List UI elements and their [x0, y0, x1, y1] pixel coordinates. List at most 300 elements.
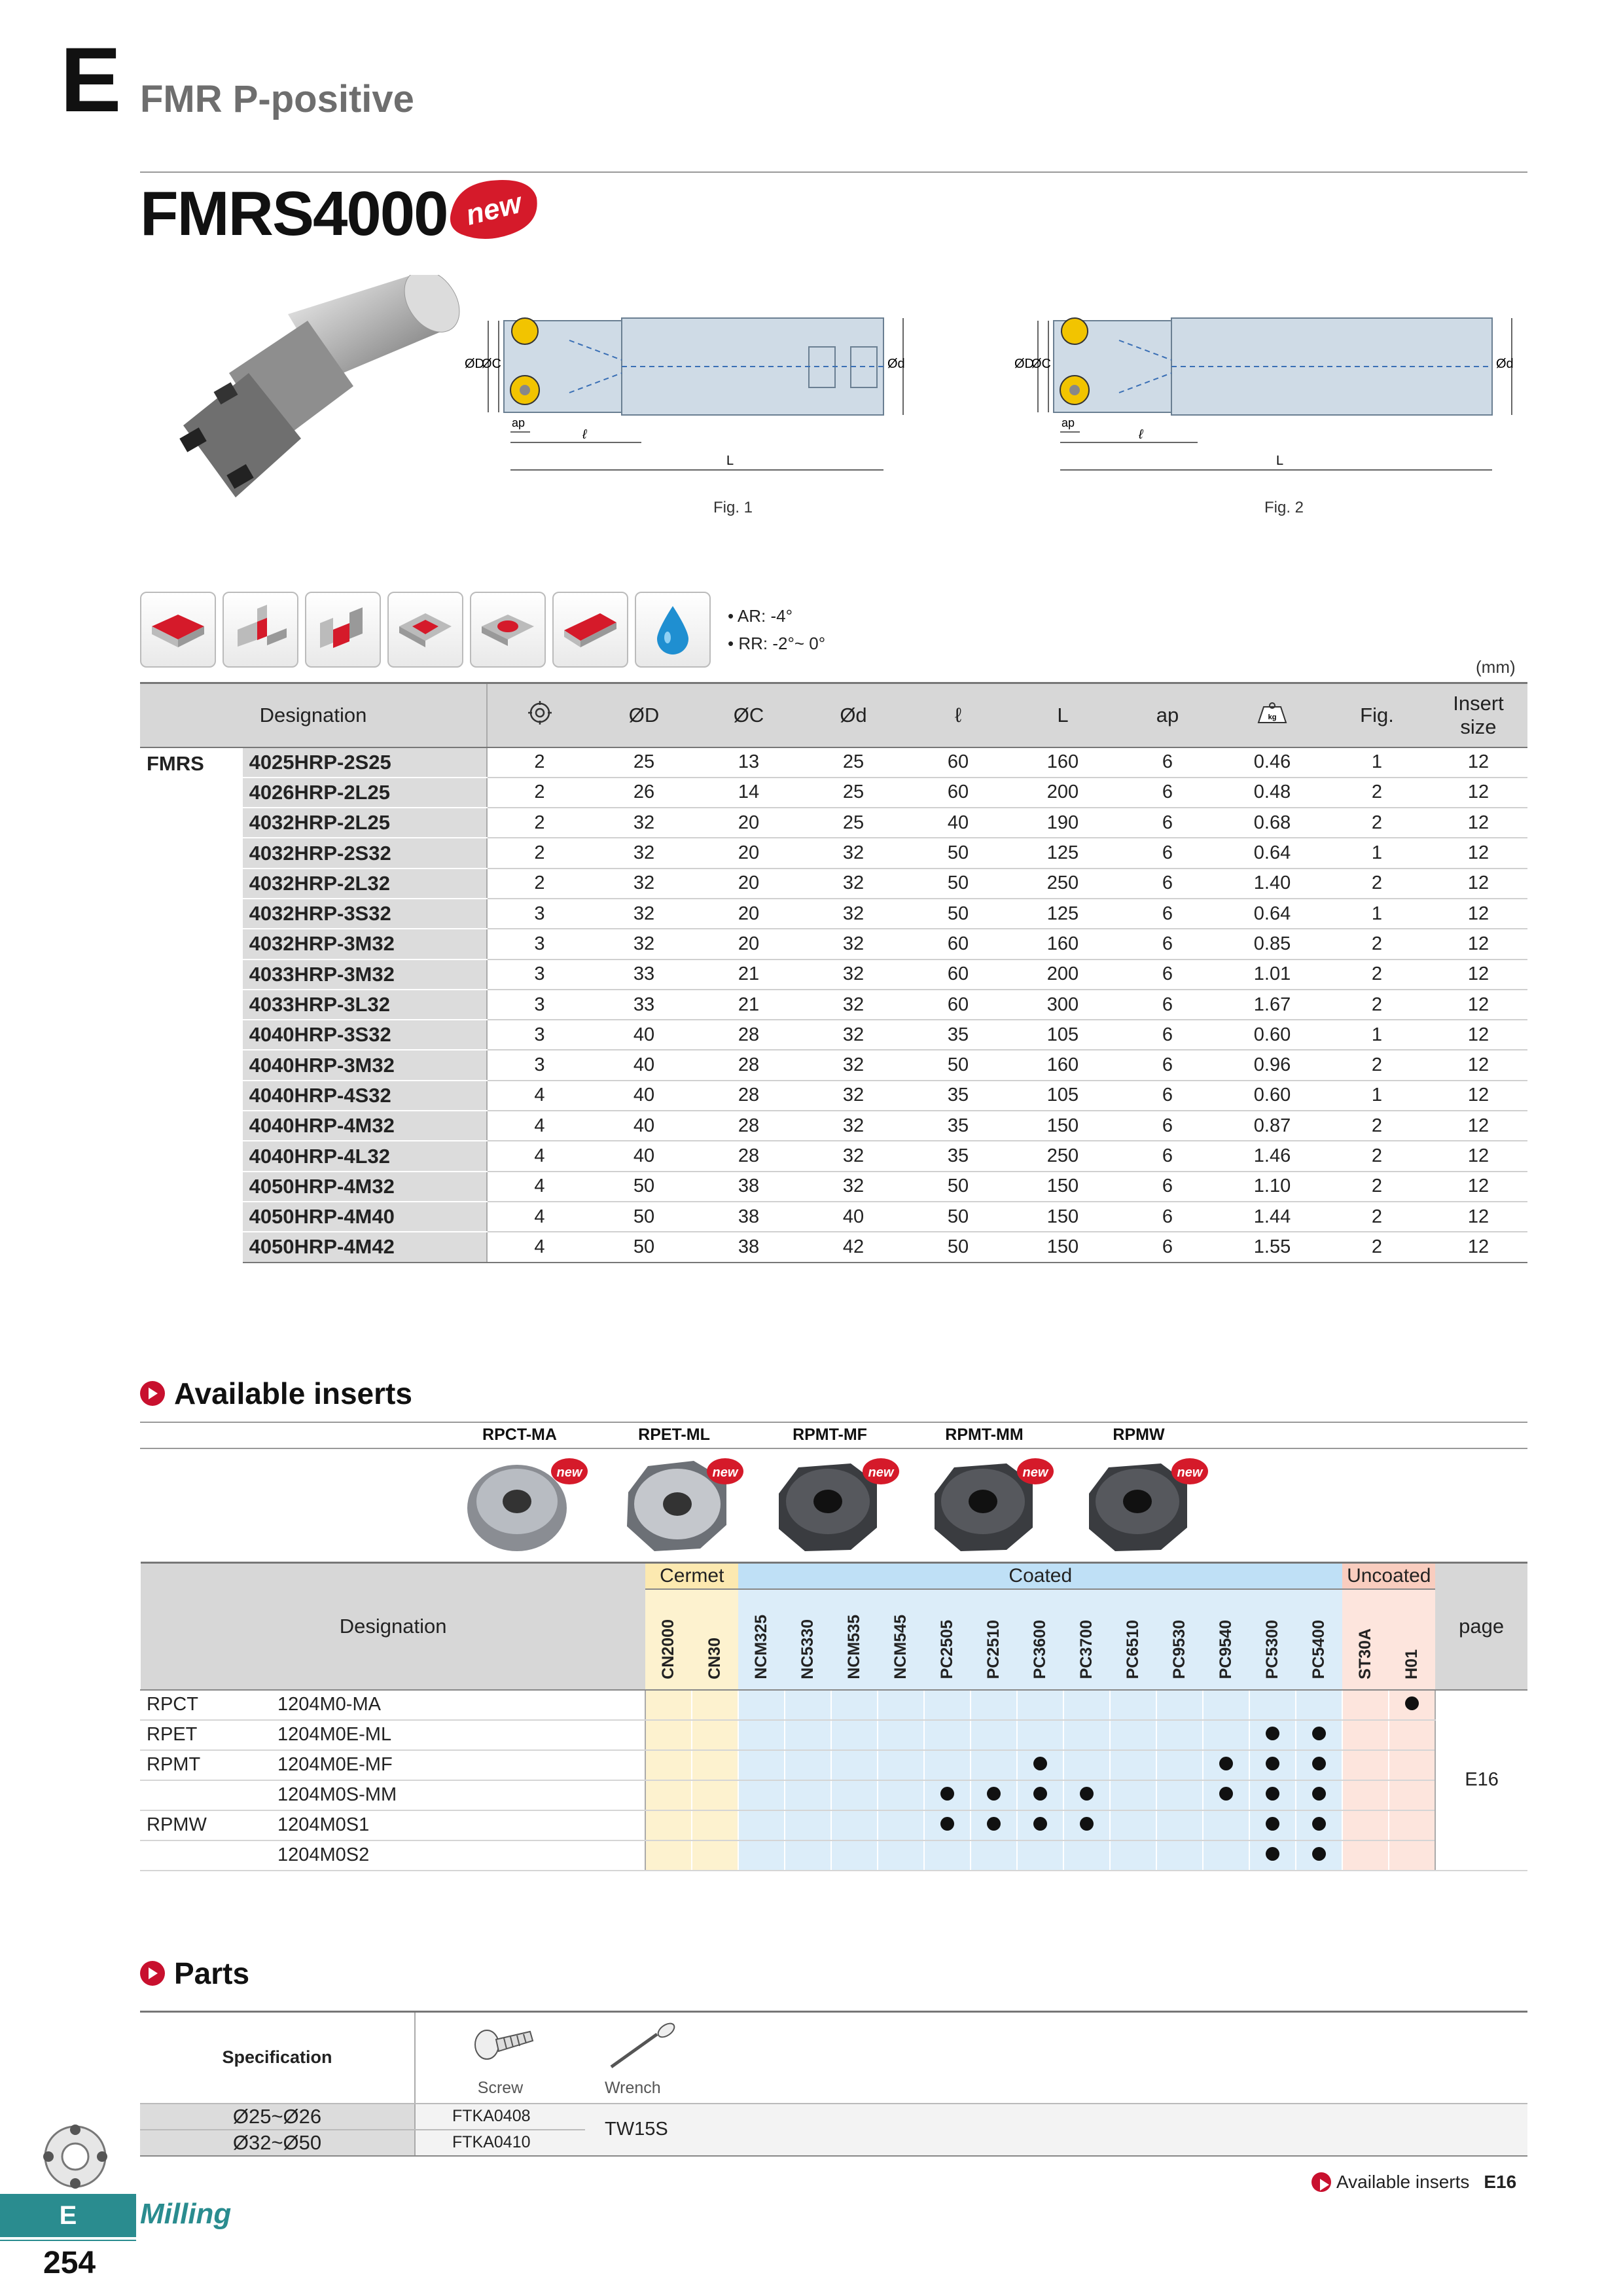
designation-cell: 4050HRP-4M40 — [243, 1202, 487, 1232]
grade-cell — [924, 1780, 971, 1810]
value-cell: 12 — [1429, 1111, 1527, 1141]
insert-name-rpet-ml: RPET-ML — [638, 1426, 710, 1444]
grade-cell — [1063, 1780, 1110, 1810]
wrench-header: Wrench — [585, 2012, 1527, 2104]
grade-cell — [1389, 1720, 1435, 1750]
grade-header: PC5300 — [1249, 1589, 1296, 1690]
value-cell: 20 — [696, 899, 801, 929]
designation-cell: 4026HRP-2L25 — [243, 778, 487, 808]
value-cell: 6 — [1115, 1172, 1220, 1202]
available-dot-icon — [1219, 1757, 1233, 1770]
value-cell: 20 — [696, 929, 801, 959]
value-cell: 6 — [1115, 960, 1220, 990]
grade-cell — [1203, 1720, 1249, 1750]
value-cell: 150 — [1010, 1232, 1115, 1262]
svg-text:new: new — [556, 1465, 582, 1480]
grade-header: CN2000 — [645, 1589, 692, 1690]
grade-cell — [924, 1690, 971, 1720]
grade-cell — [1203, 1690, 1249, 1720]
grade-header: H01 — [1389, 1589, 1435, 1690]
grade-cell — [1203, 1750, 1249, 1780]
insert-series: RPET — [141, 1720, 272, 1750]
designation-cell: 4050HRP-4M32 — [243, 1172, 487, 1202]
grade-cell — [1110, 1720, 1156, 1750]
value-cell: 50 — [592, 1232, 696, 1262]
value-cell: 60 — [906, 747, 1010, 778]
value-cell: 50 — [906, 869, 1010, 899]
value-cell: 3 — [487, 1050, 592, 1080]
cutter-photo — [157, 275, 465, 524]
pocket-milling-icon — [387, 592, 463, 668]
value-cell: 250 — [1010, 1141, 1115, 1171]
value-cell: 50 — [906, 1232, 1010, 1262]
grade-cell — [1063, 1840, 1110, 1871]
svg-text:ØD: ØD — [465, 357, 484, 371]
spec-row — [140, 1202, 1527, 1232]
value-cell: 40 — [906, 808, 1010, 838]
svg-text:new: new — [462, 187, 525, 232]
wrench-value: TW15S — [585, 2104, 1527, 2156]
value-cell: 2 — [1325, 1172, 1429, 1202]
footer-ref-page: E16 — [1484, 2172, 1517, 2192]
insert-code: 1204M0S2 — [272, 1840, 645, 1871]
diameter-C-header: ØC — [696, 683, 801, 747]
value-cell: 1.67 — [1220, 990, 1325, 1020]
value-cell: 40 — [801, 1202, 906, 1232]
value-cell: 60 — [906, 929, 1010, 959]
page-header: page — [1435, 1563, 1527, 1690]
value-cell: 12 — [1429, 1232, 1527, 1262]
rake-angles — [728, 602, 825, 657]
svg-text:ℓ: ℓ — [582, 427, 587, 442]
parts-table — [140, 2011, 1527, 2157]
value-cell: 28 — [696, 1020, 801, 1050]
value-cell: 2 — [1325, 869, 1429, 899]
grade-cell — [738, 1750, 785, 1780]
spec-row-1: Ø25~Ø26 — [140, 2104, 415, 2130]
value-cell: 32 — [801, 1111, 906, 1141]
svg-text:ap: ap — [512, 416, 526, 429]
value-cell: 6 — [1115, 1020, 1220, 1050]
grade-cell — [1296, 1810, 1342, 1840]
value-cell: 1.01 — [1220, 960, 1325, 990]
value-cell: 38 — [696, 1202, 801, 1232]
section-name: Milling — [140, 2198, 232, 2230]
value-cell: 2 — [487, 869, 592, 899]
value-cell: 32 — [801, 899, 906, 929]
value-cell: 40 — [592, 1081, 696, 1111]
uncoated-group-header: Uncoated — [1342, 1563, 1435, 1589]
section-letter: E — [60, 28, 122, 131]
value-cell: 2 — [487, 747, 592, 778]
shank-d-header: Ød — [801, 683, 906, 747]
value-cell: 32 — [801, 960, 906, 990]
grade-cell — [1017, 1690, 1063, 1720]
value-cell: 4 — [487, 1232, 592, 1262]
insert-name-rpmw: RPMW — [1113, 1426, 1165, 1444]
available-dot-icon — [940, 1817, 954, 1831]
grade-cell — [1342, 1810, 1389, 1840]
grade-cell — [1296, 1840, 1342, 1871]
grade-header: ST30A — [1342, 1589, 1389, 1690]
value-cell: 12 — [1429, 747, 1527, 778]
available-dot-icon — [1033, 1757, 1047, 1770]
value-cell: 35 — [906, 1081, 1010, 1111]
value-cell: 125 — [1010, 838, 1115, 868]
value-cell: 32 — [801, 1141, 906, 1171]
available-dot-icon — [987, 1817, 1001, 1831]
value-cell: 200 — [1010, 960, 1115, 990]
spec-row — [140, 1020, 1527, 1050]
spec-row — [140, 838, 1527, 868]
spec-row — [140, 1141, 1527, 1171]
insert-rpet-ml-image — [627, 1458, 743, 1551]
grade-cell — [692, 1810, 738, 1840]
value-cell: 12 — [1429, 990, 1527, 1020]
grade-cell — [785, 1840, 831, 1871]
insert-row — [141, 1810, 1527, 1840]
value-cell: 2 — [487, 778, 592, 808]
wrench-icon — [605, 2021, 683, 2073]
grade-cell — [1017, 1780, 1063, 1810]
weight-header — [1220, 683, 1325, 747]
length-L-header: L — [1010, 683, 1115, 747]
grade-cell — [1110, 1840, 1156, 1871]
insert-row — [141, 1690, 1527, 1720]
grade-cell — [645, 1780, 692, 1810]
value-cell: 21 — [696, 990, 801, 1020]
spec-row-2: Ø32~Ø50 — [140, 2130, 415, 2156]
product-title: FMRS4000 — [140, 179, 448, 249]
value-cell: 0.64 — [1220, 838, 1325, 868]
value-cell: 2 — [1325, 778, 1429, 808]
value-cell: 6 — [1115, 808, 1220, 838]
fig1-label: Fig. 1 — [713, 499, 753, 516]
available-dot-icon — [1033, 1817, 1047, 1831]
value-cell: 4 — [487, 1172, 592, 1202]
value-cell: 0.96 — [1220, 1050, 1325, 1080]
value-cell: 6 — [1115, 838, 1220, 868]
value-cell: 1 — [1325, 1020, 1429, 1050]
page-reference[interactable]: E16 — [1435, 1690, 1527, 1871]
value-cell: 12 — [1429, 778, 1527, 808]
grade-cell — [1249, 1690, 1296, 1720]
value-cell: 12 — [1429, 960, 1527, 990]
grade-header: PC2510 — [971, 1589, 1017, 1690]
grade-cell — [1156, 1840, 1203, 1871]
grade-cell — [1063, 1690, 1110, 1720]
value-cell: 3 — [487, 960, 592, 990]
spec-row — [140, 869, 1527, 899]
arrow-right-icon — [140, 1961, 165, 1986]
grade-cell — [1389, 1780, 1435, 1810]
grade-cell — [1156, 1750, 1203, 1780]
value-cell: 3 — [487, 899, 592, 929]
value-cell: 12 — [1429, 869, 1527, 899]
available-dot-icon — [1266, 1787, 1279, 1801]
designation-cell: 4040HRP-3S32 — [243, 1020, 487, 1050]
length-l-header: ℓ — [906, 683, 1010, 747]
ramping-icon — [552, 592, 628, 668]
available-dot-icon — [1080, 1817, 1094, 1831]
value-cell: 38 — [696, 1232, 801, 1262]
designation-cell: 4040HRP-4L32 — [243, 1141, 487, 1171]
screw-icon — [465, 2021, 537, 2073]
grade-cell — [1156, 1690, 1203, 1720]
value-cell: 300 — [1010, 990, 1115, 1020]
grade-cell — [738, 1810, 785, 1840]
grade-header: NCM325 — [738, 1589, 785, 1690]
insert-size-header: Insert size — [1429, 683, 1527, 747]
grade-cell — [1342, 1840, 1389, 1871]
spec-row — [140, 747, 1527, 778]
insert-row — [141, 1750, 1527, 1780]
insert-code: 1204M0E-MF — [272, 1750, 645, 1780]
spec-row — [140, 929, 1527, 959]
grade-cell — [692, 1780, 738, 1810]
insert-rpmt-mf-image — [779, 1458, 899, 1551]
available-dot-icon — [1312, 1757, 1326, 1770]
insert-row — [141, 1720, 1527, 1750]
designation-cell: 4040HRP-4S32 — [243, 1081, 487, 1111]
grade-cell — [1389, 1840, 1435, 1871]
grade-cell — [1389, 1690, 1435, 1720]
spec-row — [140, 960, 1527, 990]
value-cell: 0.85 — [1220, 929, 1325, 959]
value-cell: 32 — [592, 808, 696, 838]
spec-row — [140, 1232, 1527, 1262]
value-cell: 32 — [801, 869, 906, 899]
available-dot-icon — [1080, 1787, 1094, 1801]
value-cell: 32 — [801, 1172, 906, 1202]
page-number: 254 — [43, 2246, 96, 2280]
arrow-right-icon — [140, 1381, 165, 1406]
footer-ref-label: Available inserts — [1336, 2172, 1470, 2192]
insert-code: 1204M0S1 — [272, 1810, 645, 1840]
value-cell: 0.60 — [1220, 1081, 1325, 1111]
value-cell: 40 — [592, 1050, 696, 1080]
grade-header: NCM535 — [831, 1589, 878, 1690]
spec-row — [140, 899, 1527, 929]
value-cell: 50 — [906, 1172, 1010, 1202]
spec-row — [140, 1172, 1527, 1202]
grade-cell — [971, 1720, 1017, 1750]
grade-header: PC3600 — [1017, 1589, 1063, 1690]
value-cell: 150 — [1010, 1202, 1115, 1232]
svg-text:Ød: Ød — [887, 357, 905, 371]
value-cell: 26 — [592, 778, 696, 808]
available-dot-icon — [1033, 1787, 1047, 1801]
grade-cell — [1249, 1840, 1296, 1871]
value-cell: 32 — [592, 838, 696, 868]
weight-kg-icon — [1256, 702, 1289, 724]
insert-rpct-ma-image — [467, 1458, 588, 1551]
fig1-drawing — [452, 308, 975, 484]
spec-row — [140, 1050, 1527, 1080]
fig2-drawing — [1001, 308, 1538, 484]
value-cell: 0.46 — [1220, 747, 1325, 778]
value-cell: 6 — [1115, 747, 1220, 778]
designation-cell: 4032HRP-3S32 — [243, 899, 487, 929]
value-cell: 4 — [487, 1081, 592, 1111]
available-dot-icon — [940, 1787, 954, 1801]
tab-divider — [0, 2240, 136, 2241]
value-cell: 21 — [696, 960, 801, 990]
value-cell: 33 — [592, 990, 696, 1020]
grade-cell — [1203, 1840, 1249, 1871]
value-cell: 4 — [487, 1141, 592, 1171]
value-cell: 25 — [801, 747, 906, 778]
grade-cell — [1342, 1750, 1389, 1780]
grade-cell — [1249, 1750, 1296, 1780]
value-cell: 6 — [1115, 1232, 1220, 1262]
value-cell: 12 — [1429, 838, 1527, 868]
helical-milling-icon — [470, 592, 546, 668]
value-cell: 13 — [696, 747, 801, 778]
value-cell: 200 — [1010, 778, 1115, 808]
value-cell: 1.10 — [1220, 1172, 1325, 1202]
value-cell: 60 — [906, 990, 1010, 1020]
grade-cell — [1203, 1810, 1249, 1840]
grade-cell — [1296, 1780, 1342, 1810]
grade-cell — [1249, 1810, 1296, 1840]
grade-cell — [971, 1690, 1017, 1720]
insert-code: 1204M0S-MM — [272, 1780, 645, 1810]
available-dot-icon — [987, 1787, 1001, 1801]
value-cell: 6 — [1115, 990, 1220, 1020]
svg-text:new: new — [1177, 1465, 1203, 1480]
spec-header: Specification — [140, 2012, 415, 2104]
value-cell: 150 — [1010, 1111, 1115, 1141]
grade-header: PC5400 — [1296, 1589, 1342, 1690]
value-cell: 1.55 — [1220, 1232, 1325, 1262]
grade-cell — [645, 1840, 692, 1871]
grade-cell — [1156, 1720, 1203, 1750]
value-cell: 40 — [592, 1020, 696, 1050]
available-dot-icon — [1219, 1787, 1233, 1801]
value-cell: 28 — [696, 1111, 801, 1141]
designation-cell: 4040HRP-4M32 — [243, 1111, 487, 1141]
grade-header: PC9540 — [1203, 1589, 1249, 1690]
value-cell: 1.40 — [1220, 869, 1325, 899]
value-cell: 1 — [1325, 747, 1429, 778]
value-cell: 1 — [1325, 838, 1429, 868]
grade-cell — [924, 1810, 971, 1840]
value-cell: 50 — [906, 838, 1010, 868]
value-cell: 28 — [696, 1050, 801, 1080]
value-cell: 12 — [1429, 899, 1527, 929]
value-cell: 50 — [592, 1202, 696, 1232]
value-cell: 3 — [487, 929, 592, 959]
value-cell: 35 — [906, 1111, 1010, 1141]
value-cell: 6 — [1115, 1141, 1220, 1171]
value-cell: 2 — [1325, 808, 1429, 838]
grade-cell — [692, 1750, 738, 1780]
insert-code: 1204M0-MA — [272, 1690, 645, 1720]
value-cell: 12 — [1429, 808, 1527, 838]
value-cell: 20 — [696, 838, 801, 868]
value-cell: 28 — [696, 1141, 801, 1171]
grade-cell — [878, 1720, 924, 1750]
cutter-thumbnail-icon — [39, 2121, 111, 2193]
value-cell: 6 — [1115, 1202, 1220, 1232]
grade-cell — [738, 1690, 785, 1720]
value-cell: 32 — [801, 990, 906, 1020]
value-cell: 6 — [1115, 929, 1220, 959]
grade-header: PC9530 — [1156, 1589, 1203, 1690]
grade-cell — [924, 1750, 971, 1780]
grade-cell — [1342, 1720, 1389, 1750]
grade-cell — [1296, 1750, 1342, 1780]
value-cell: 14 — [696, 778, 801, 808]
insert-series: RPMT — [141, 1750, 272, 1780]
inserts-divider-2 — [140, 1448, 1527, 1449]
value-cell: 25 — [801, 778, 906, 808]
designation-cell: 4032HRP-2L25 — [243, 808, 487, 838]
grade-header: PC3700 — [1063, 1589, 1110, 1690]
grade-cell — [1110, 1780, 1156, 1810]
available-dot-icon — [1312, 1727, 1326, 1740]
grade-cell — [1342, 1780, 1389, 1810]
designation-cell: 4050HRP-4M42 — [243, 1232, 487, 1262]
svg-text:ØD: ØD — [1014, 357, 1034, 371]
spec-row — [140, 1081, 1527, 1111]
grade-cell — [1296, 1690, 1342, 1720]
value-cell: 2 — [1325, 1050, 1429, 1080]
available-dot-icon — [1266, 1847, 1279, 1861]
spec-row — [140, 808, 1527, 838]
value-cell: 0.64 — [1220, 899, 1325, 929]
footer-insert-reference[interactable] — [1311, 2172, 1516, 2193]
grade-cell — [1063, 1720, 1110, 1750]
value-cell: 125 — [1010, 899, 1115, 929]
value-cell: 32 — [801, 1081, 906, 1111]
grade-cell — [971, 1840, 1017, 1871]
value-cell: 2 — [487, 808, 592, 838]
value-cell: 40 — [592, 1141, 696, 1171]
diameter-D-header: ØD — [592, 683, 696, 747]
grade-cell — [1203, 1780, 1249, 1810]
ap-header: ap — [1115, 683, 1220, 747]
available-dot-icon — [1266, 1727, 1279, 1740]
radial-rake: • RR: -2°~ 0° — [728, 634, 826, 653]
value-cell: 2 — [1325, 1232, 1429, 1262]
value-cell: 4 — [487, 1111, 592, 1141]
value-cell: 32 — [801, 838, 906, 868]
grade-cell — [878, 1750, 924, 1780]
application-icons — [140, 592, 711, 668]
value-cell: 160 — [1010, 747, 1115, 778]
value-cell: 160 — [1010, 929, 1115, 959]
value-cell: 32 — [592, 869, 696, 899]
insert-name-rpmt-mm: RPMT-MM — [945, 1426, 1024, 1444]
designation-cell: 4040HRP-3M32 — [243, 1050, 487, 1080]
grade-cell — [1017, 1840, 1063, 1871]
available-dot-icon — [1266, 1817, 1279, 1831]
available-dot-icon — [1312, 1817, 1326, 1831]
value-cell: 12 — [1429, 1172, 1527, 1202]
value-cell: 60 — [906, 778, 1010, 808]
value-cell: 42 — [801, 1232, 906, 1262]
parts-section-title: Parts — [140, 1956, 249, 1991]
insert-rpmw-image — [1089, 1458, 1208, 1551]
available-dot-icon — [1312, 1847, 1326, 1861]
grade-cell — [831, 1780, 878, 1810]
grade-cell — [1389, 1750, 1435, 1780]
spec-row — [140, 1111, 1527, 1141]
fig-header: Fig. — [1325, 683, 1429, 747]
section-tab[interactable]: E — [0, 2194, 136, 2237]
